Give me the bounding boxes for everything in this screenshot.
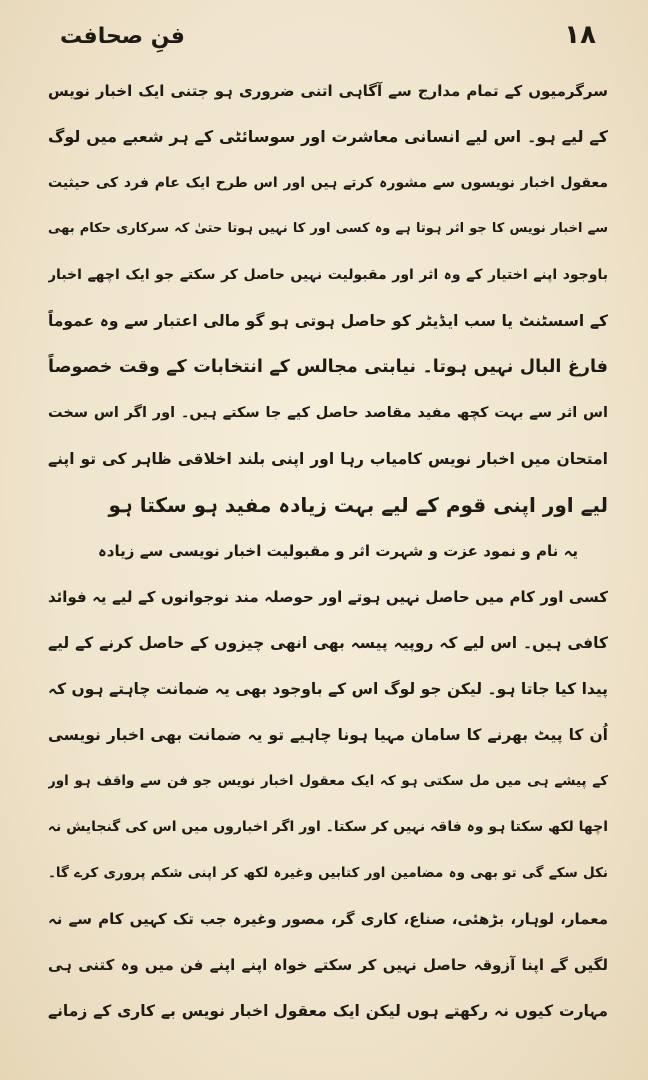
text-line: کے پیشے ہی میں مل سکتی ہو کہ ایک معقول اخبار نویس جو فن سے واقف ہو اور	[48, 773, 608, 789]
text-line: کافی ہیں۔ اس لیے کہ روپیہ پیسہ بھی انھی چیزوں کے حاصل کرنے کے لیے	[48, 634, 608, 652]
text-line: معقول اخبار نویسوں سے مشورہ کرتے ہیں اور اس طرح ایک عام فرد کی حیثیت	[48, 175, 608, 191]
text-line: اس اثر سے بہت کچھ مفید مقاصد حاصل کیے جا سکتے ہیں۔ اور اگر اس سخت	[48, 405, 608, 421]
body-text	[48, 68, 608, 1034]
text-line: اچھا لکھ سکتا ہو وہ فاقہ نہیں کر سکتا۔ اور اگر اخباروں میں اس کی گنجایش نہ	[48, 819, 608, 835]
text-line: سرگرمیوں کے تمام مدارج سے آگاہی اتنی ضروری ہو جتنی ایک اخبار نویس	[48, 82, 608, 100]
text-line: امتحان میں اخبار نویس کامیاب رہا اور اپنی بلند اخلاقی ظاہر کی تو اپنے	[48, 450, 608, 468]
text-line: مہارت کیوں نہ رکھتے ہوں لیکن ایک معقول اخبار نویس بے کاری کے زمانے	[48, 1002, 608, 1020]
text-line: نکل سکے گی تو بھی وہ مضامین اور کتابیں وغیرہ لکھ کر اپنی شکم پروری کرے گا۔	[48, 865, 608, 881]
page-number: ۱۸	[564, 20, 596, 50]
text-line: کے اسسٹنٹ یا سب ایڈیٹر کو حاصل ہوتی ہو گو مالی اعتبار سے وہ عموماً	[48, 312, 608, 330]
text-line: معمار، لوہار، بڑھئی، صناع، کاری گر، مصور وغیرہ جب تک کہیں کام سے نہ	[48, 910, 608, 928]
page-title: فنِ صحافت	[60, 24, 185, 49]
text-line: لیے اور اپنی قوم کے لیے بہت زیادہ مفید ہو سکتا ہو	[108, 493, 608, 517]
text-line: اُن کا پیٹ بھرنے کا سامان مہیا ہونا چاہیے تو یہ ضمانت بھی اخبار نویسی	[48, 726, 608, 744]
text-line: یہ نام و نمود عزت و شہرت اثر و مقبولیت اخبار نویسی سے زیادہ	[98, 542, 578, 560]
text-line: باوجود اپنے اختیار کے وہ اثر اور مقبولیت نہیں حاصل کر سکتے جو ایک اچھے اخبار	[48, 267, 608, 283]
text-line: فارغ البال نہیں ہوتا۔ نیابتی مجالس کے انتخابات کے وقت خصوصاً	[48, 357, 608, 377]
text-line: کے لیے ہو۔ اس لیے انسانی معاشرت اور سوسائٹی کے ہر شعبے میں لوگ	[48, 127, 608, 146]
text-line: سے اخبار نویس کا جو اثر ہوتا ہے وہ کسی اور کا نہیں ہوتا حتیٰ کہ سرکاری حکام بھی	[48, 221, 608, 236]
text-line: پیدا کیا جاتا ہو۔ لیکن جو لوگ اس کے باوجود بھی یہ ضمانت چاہتے ہوں کہ	[48, 680, 608, 698]
text-line: کسی اور کام میں حاصل نہیں ہوتے اور حوصلہ مند نوجوانوں کے لیے یہ فوائد	[48, 588, 608, 606]
page-header	[44, 20, 604, 60]
text-line: لگیں گے اپنا آزوقہ حاصل نہیں کر سکتے خواہ اپنے اپنے فن میں وہ کتنی ہی	[48, 956, 608, 974]
